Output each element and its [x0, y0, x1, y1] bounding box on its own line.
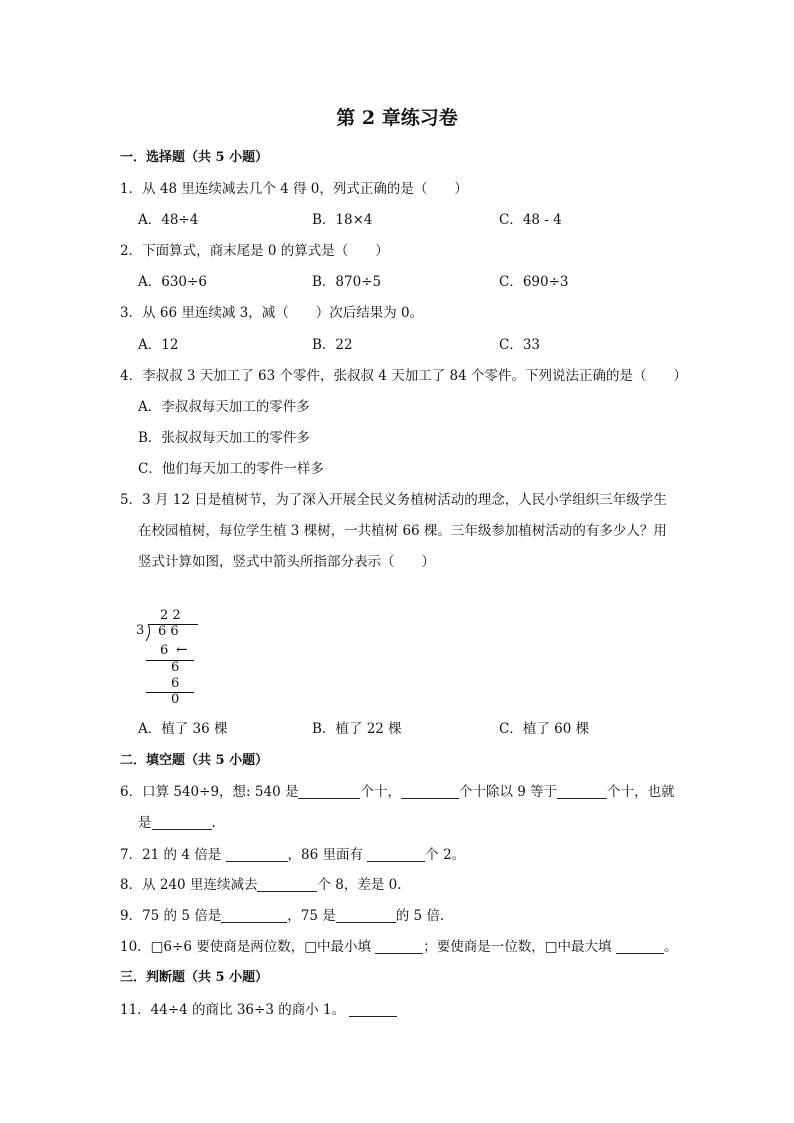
- q6-text-4: 个十，也就: [607, 784, 675, 800]
- q6-blank-2[interactable]: [401, 784, 459, 799]
- q4-option-b[interactable]: B．张叔叔每天加工的零件多: [138, 430, 310, 446]
- q7-text-2: ，86 里面有: [287, 847, 368, 863]
- q9-blank-2[interactable]: [336, 908, 396, 923]
- page-title: 第 2 章练习卷: [336, 107, 458, 129]
- calc-step-2: 6: [171, 660, 180, 675]
- q11-blank-1[interactable]: [349, 1002, 397, 1017]
- question-5-line-1: 5．3 月 12 日是植树节，为了深入开展全民义务植树活动的理念，人民小学组织三年级学生: [120, 492, 667, 508]
- q8-text-2: 个 8，差是 0.: [317, 877, 402, 893]
- question-11: [120, 998, 397, 1018]
- q6-blank-3[interactable]: [557, 784, 607, 799]
- question-5-line-3: 竖式计算如图，竖式中箭头所指部分表示（ ）: [138, 554, 435, 570]
- calc-dividend: 6 6: [158, 624, 179, 639]
- question-3: 3．从 66 里连续减 3，减（ ）次后结果为 0。: [120, 305, 424, 321]
- q3-option-c[interactable]: C．33: [499, 337, 541, 353]
- q3-option-b[interactable]: B．22: [312, 337, 353, 353]
- division-bracket: [144, 622, 152, 642]
- q4-option-c[interactable]: C．他们每天加工的零件一样多: [138, 461, 324, 477]
- q2-option-c[interactable]: C．690÷3: [499, 274, 569, 290]
- question-1: 1．从 48 里连续减去几个 4 得 0，列式正确的是（ ）: [120, 181, 468, 197]
- q4-option-a[interactable]: A．李叔叔每天加工的零件多: [138, 399, 310, 415]
- q10-text-1: 10．□6÷6 要使商是两位数，□中最小填: [120, 939, 376, 955]
- q5-option-a[interactable]: A．植了 36 棵: [138, 721, 228, 737]
- question-9: [120, 904, 444, 924]
- q6-text-1: 6．口算 540÷9，想: 540 是: [120, 784, 299, 800]
- q5-option-c[interactable]: C．植了 60 棵: [499, 721, 590, 737]
- q7-text-3: 个 2。: [425, 847, 466, 863]
- q11-text-1: 11．44÷4 的商比 36÷3 的商小 1。: [120, 1002, 350, 1018]
- q7-blank-1[interactable]: [226, 847, 288, 862]
- q7-text-1: 7．21 的 4 倍是: [120, 847, 226, 863]
- q9-text-3: 的 5 倍.: [395, 908, 445, 924]
- section-heading-choice: 一．选择题（共 5 小题）: [120, 150, 269, 165]
- q8-blank-1[interactable]: [257, 877, 317, 892]
- q6-text-2: 个十，: [360, 784, 401, 800]
- question-6-cont: [138, 811, 216, 831]
- q2-option-b[interactable]: B．870÷5: [312, 274, 382, 290]
- q10-blank-1[interactable]: [375, 939, 423, 954]
- section-heading-fill: 二．填空题（共 5 小题）: [120, 753, 269, 768]
- q5-option-b[interactable]: B．植了 22 棵: [312, 721, 402, 737]
- calc-line-2: [146, 692, 194, 693]
- q9-blank-1[interactable]: [221, 908, 287, 923]
- question-8: [120, 873, 402, 893]
- q8-text-1: 8．从 240 里连续减去: [120, 877, 258, 893]
- q10-text-3: 。: [663, 939, 678, 955]
- question-5-line-2: 在校园植树，每位学生植 3 棵树，一共植树 66 棵。三年级参加植树活动的有多少人？用: [138, 523, 667, 539]
- q1-option-b[interactable]: B．18×4: [312, 212, 373, 228]
- calc-quotient: 2 2: [160, 608, 181, 623]
- q2-option-a[interactable]: A．630÷6: [138, 274, 207, 290]
- question-4: 4．李叔叔 3 天加工了 63 个零件，张叔叔 4 天加工了 84 个零件。下列说法正确的是（ ）: [120, 368, 687, 384]
- question-2: 2．下面算式，商末尾是 0 的算式是（ ）: [120, 243, 389, 259]
- q1-option-a[interactable]: A．48÷4: [138, 212, 199, 228]
- q6-text-5: 是: [138, 815, 152, 831]
- calc-step-1: 6: [160, 643, 169, 658]
- calc-remainder: 0: [171, 692, 180, 707]
- q10-text-2: ；要使商是一位数，□中最大填: [423, 939, 616, 955]
- question-6: [120, 780, 675, 800]
- calc-divisor: 3: [136, 623, 145, 638]
- question-10: [120, 935, 677, 955]
- q7-blank-2[interactable]: [367, 847, 425, 862]
- section-heading-judge: 三．判断题（共 5 小题）: [120, 970, 269, 985]
- calc-step-3: 6: [171, 676, 180, 691]
- q6-blank-4[interactable]: [152, 815, 212, 830]
- q9-text-1: 9．75 的 5 倍是: [120, 908, 222, 924]
- q10-blank-2[interactable]: [616, 939, 664, 954]
- q6-text-3: 个十除以 9 等于: [458, 784, 558, 800]
- q9-text-2: ，75 是: [287, 908, 336, 924]
- question-7: [120, 843, 465, 863]
- q1-option-c[interactable]: C．48 - 4: [499, 212, 562, 228]
- long-division-figure: [134, 608, 214, 708]
- calc-line-1: [146, 660, 194, 661]
- q3-option-a[interactable]: A．12: [138, 337, 179, 353]
- q6-blank-1[interactable]: [298, 784, 360, 799]
- q6-text-6: .: [211, 815, 216, 831]
- arrow-icon: ←: [176, 642, 188, 658]
